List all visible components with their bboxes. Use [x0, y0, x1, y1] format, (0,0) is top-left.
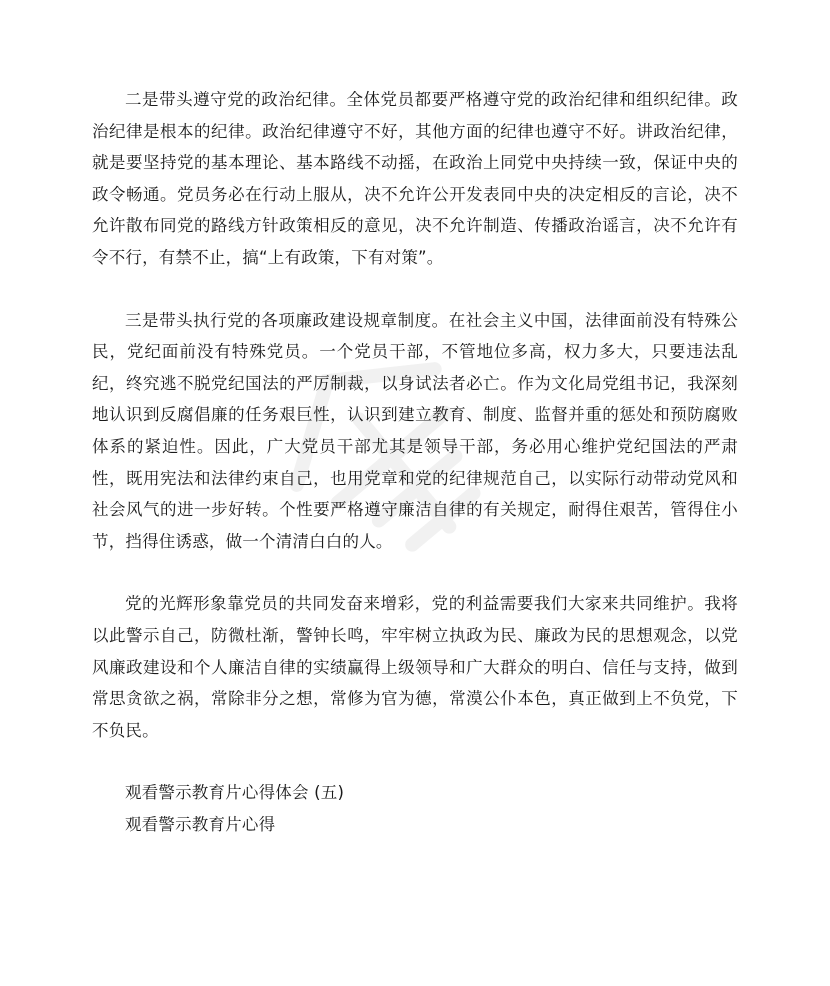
section-title: 观看警示教育片心得体会 (五)	[125, 783, 345, 803]
section-subtitle: 观看警示教育片心得	[125, 814, 276, 834]
paragraph-political-discipline: 二是带头遵守党的政治纪律。全体党员都要严格遵守党的政治纪律和组织纪律。政治纪律是根本的纪律。政治纪律遵守不好，其他方面的纪律也遵守不好。讲政治纪律，就是要坚持党的基本理论、基本路线不动摇，在政治上同党中央持续一致，保证中央的政令畅通。党员务必在行动上服从，决不允许公开发表同中央的决定相反的言论，决不允许散布同党的路线方针政策相反的意见，决不允许制造、传播政治谣言，决不允许有令不行，有禁不止，搞“上有政策，下有对策”。	[92, 90, 738, 267]
document-body	[92, 84, 738, 840]
paragraph-anti-corruption-rules: 三是带头执行党的各项廉政建设规章制度。在社会主义中国，法律面前没有特殊公民，党纪面前没有特殊党员。一个党员干部，不管地位多高，权力多大，只要违法乱纪，终究逃不脱党纪国法的严厉制裁，以身试法者必亡。作为文化局党组书记，我深刻地认识到反腐倡廉的任务艰巨性，认识到建立教育、制度、监督并重的惩处和预防腐败体系的紧迫性。因此，广大党员干部尤其是领导干部，务必用心维护党纪国法的严肃性，既用宪法和法律约束自己，也用党章和党的纪律规范自己，以实际行动带动党风和社会风气的进一步好转。个性要严格遵守廉洁自律的有关规定，耐得住艰苦，管得住小节，挡得住诱惑，做一个清清白白的人。	[92, 310, 738, 551]
paragraph-conclusion: 党的光辉形象靠党员的共同发奋来增彩，党的利益需要我们大家来共同维护。我将以此警示自己，防微杜渐，警钟长鸣，牢牢树立执政为民、廉政为民的思想观念，以党风廉政建设和个人廉洁自律的实绩赢得上级领导和广大群众的明白、信任与支持，做到常思贪欲之祸，常除非分之想，常修为官为德，常漠公仆本色，真正做到上不负党，下不负民。	[92, 594, 738, 740]
